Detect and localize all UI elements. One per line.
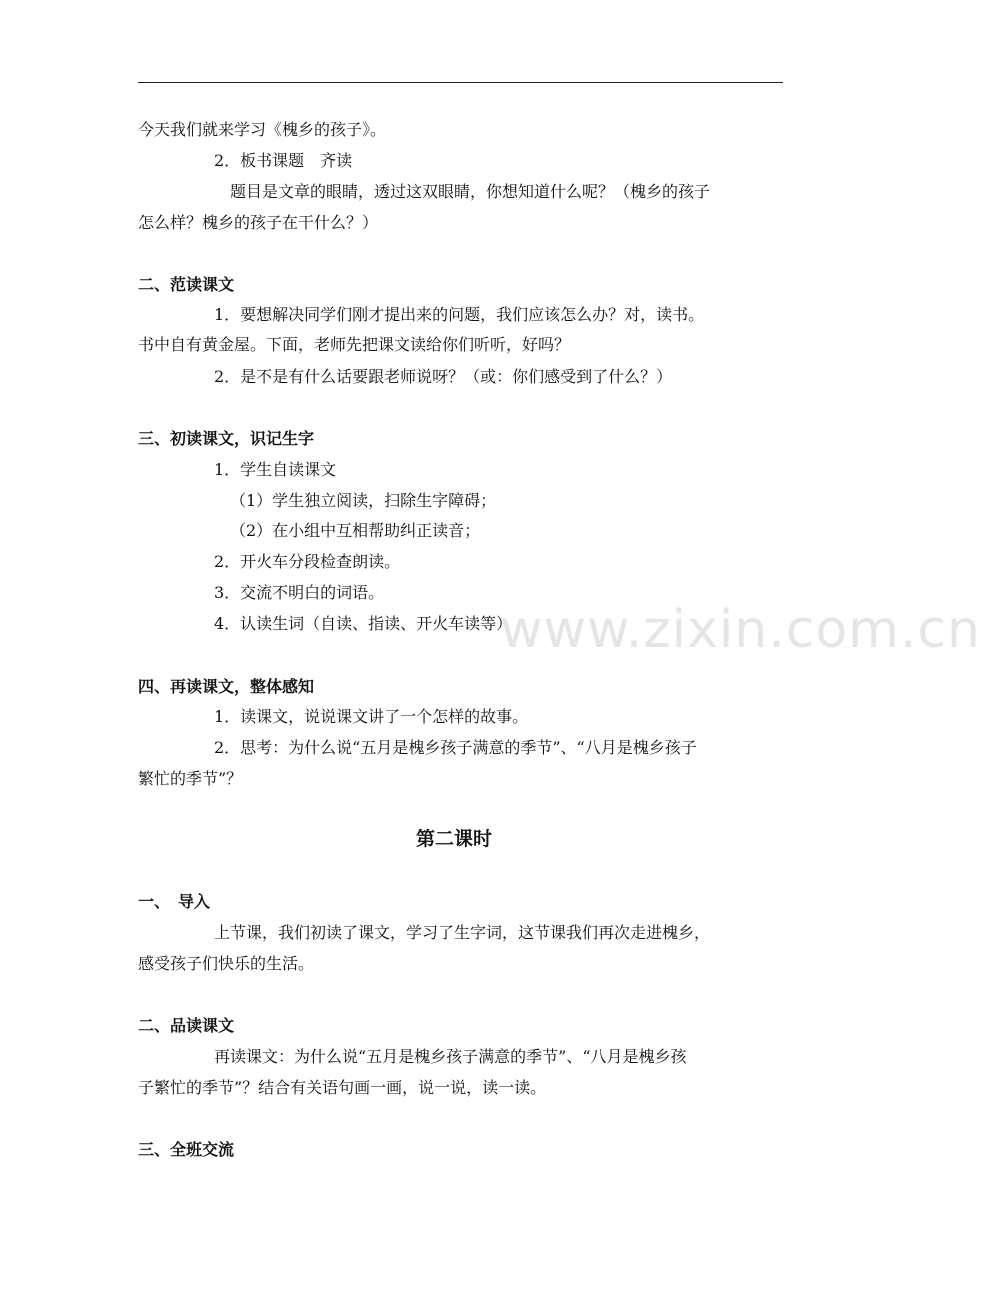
list-item: 2．开火车分段检查朗读。 <box>214 552 401 571</box>
list-item: （2）在小组中互相帮助纠正读音； <box>230 521 481 540</box>
section-heading: 二、品读课文 <box>138 1016 235 1035</box>
body-text: 繁忙的季节”？ <box>138 769 243 788</box>
section-heading: 三、初读课文，识记生字 <box>138 429 315 448</box>
list-item: 4．认读生词（自读、指读、开火车读等） <box>214 614 513 633</box>
section-heading: 四、再读课文，整体感知 <box>138 677 315 696</box>
body-text: 子繁忙的季节”？结合有关语句画一画，说一说，读一读。 <box>138 1078 547 1097</box>
list-item: 2．是不是有什么话要跟老师说呀？（或：你们感受到了什么？） <box>214 367 673 386</box>
body-text: 上节课，我们初读了课文，学习了生字词，这节课我们再次走进槐乡， <box>214 923 711 942</box>
list-item: 2．思考：为什么说“五月是槐乡孩子满意的季节”、“八月是槐乡孩子 <box>214 738 697 757</box>
list-item: 1．学生自读课文 <box>214 460 337 479</box>
header-rule <box>138 82 783 83</box>
list-item: 3．交流不明白的词语。 <box>214 583 385 602</box>
page-title: 第二课时 <box>416 828 493 850</box>
body-text: 再读课文：为什么说“五月是槐乡孩子满意的季节”、“八月是槐乡孩 <box>214 1047 687 1066</box>
list-item: （1）学生独立阅读，扫除生字障碍； <box>230 491 497 510</box>
body-text: 今天我们就来学习《槐乡的孩子》。 <box>138 120 387 139</box>
body-text: 感受孩子们快乐的生活。 <box>138 954 315 973</box>
body-text: 书中自有黄金屋。下面，老师先把课文读给你们听听，好吗？ <box>138 335 571 354</box>
section-heading: 三、全班交流 <box>138 1140 235 1159</box>
section-heading: 一、 导入 <box>138 892 211 911</box>
section-heading: 二、范读课文 <box>138 275 235 294</box>
body-text: 怎么样？槐乡的孩子在干什么？） <box>138 213 379 232</box>
body-text: 题目是文章的眼睛，透过这双眼睛，你想知道什么呢？（槐乡的孩子 <box>230 182 711 201</box>
list-item: 1．读课文，说说课文讲了一个怎样的故事。 <box>214 707 529 726</box>
list-item: 2．板书课题 齐读 <box>214 151 353 170</box>
watermark: www.zixin.com.cn <box>500 600 981 660</box>
list-item: 1．要想解决同学们刚才提出来的问题，我们应该怎么办？对，读书。 <box>214 305 705 324</box>
